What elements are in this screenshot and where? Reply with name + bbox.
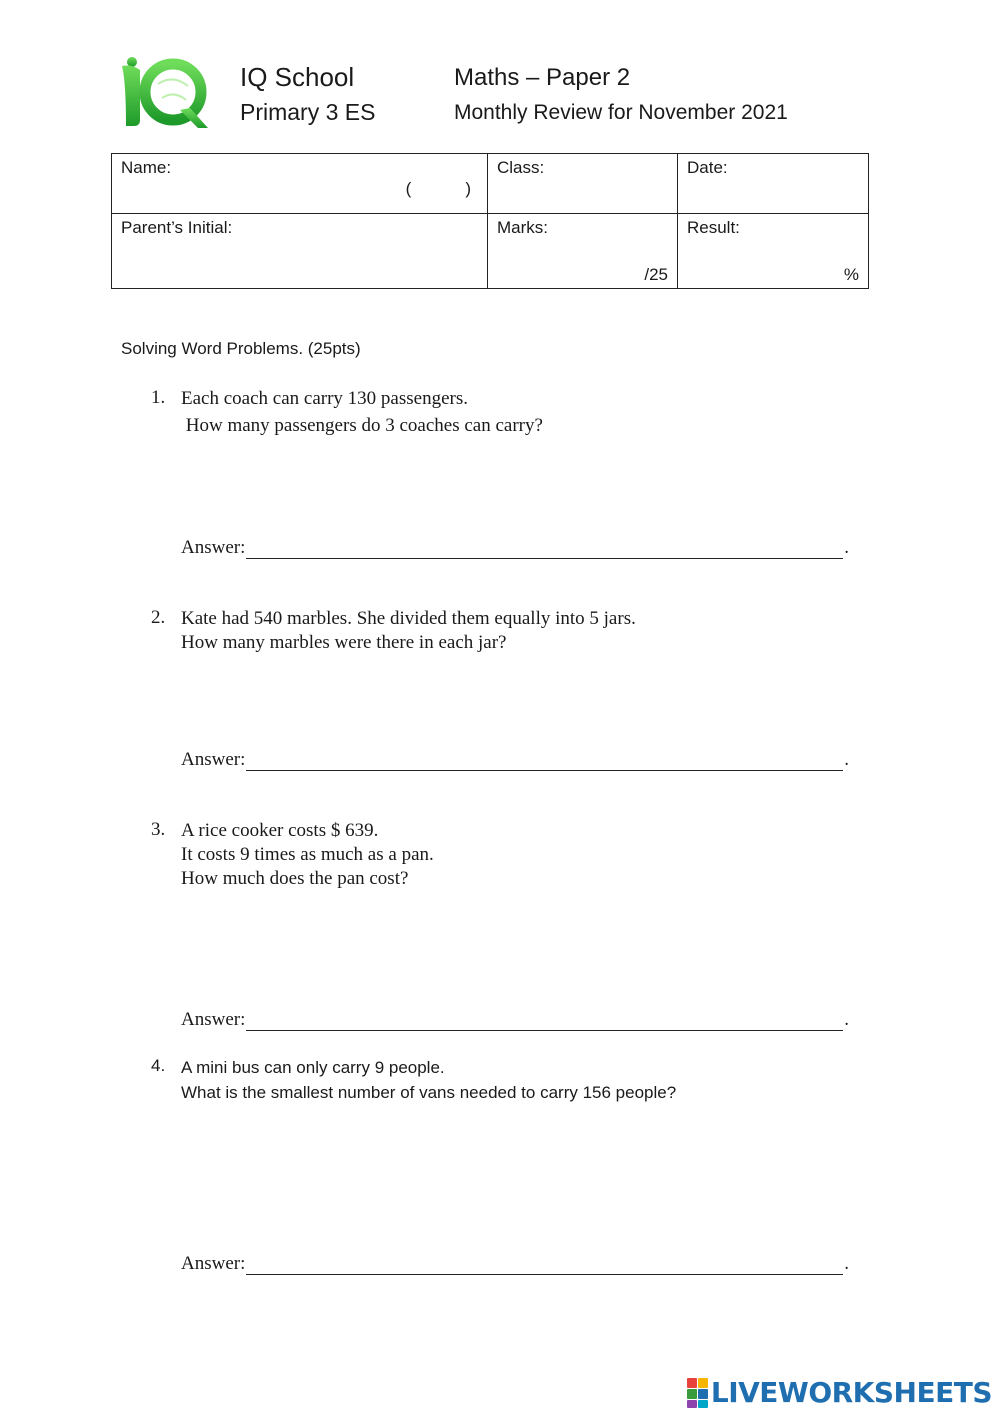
question-line: Kate had 540 marbles. She divided them equally into 5 jars. (181, 608, 636, 629)
answer-label: Answer: (181, 1009, 246, 1030)
parent-initial-cell[interactable] (112, 214, 488, 289)
answer-blank[interactable] (246, 542, 843, 559)
question-line: How many marbles were there in each jar? (181, 632, 507, 653)
answer-line-3[interactable]: Answer: . (181, 1009, 849, 1030)
paper-subtitle: Monthly Review for November 2021 (454, 101, 788, 124)
class-number-parens: ( ) (405, 179, 471, 198)
answer-line-2[interactable]: Answer: . (181, 749, 849, 770)
school-class: Primary 3 ES (240, 99, 376, 125)
parent-initial-label: Parent’s Initial: (121, 218, 233, 237)
question-number: 2. (151, 607, 166, 628)
class-cell[interactable] (488, 154, 678, 214)
question-line: A mini bus can only carry 9 people. (181, 1058, 445, 1077)
question-number: 4. (151, 1056, 166, 1075)
question-line: A rice cooker costs $ 639. (181, 820, 379, 841)
question-line: How much does the pan cost? (181, 868, 409, 889)
paper-title: Maths – Paper 2 (454, 64, 631, 91)
answer-label: Answer: (181, 1253, 246, 1274)
marks-label: Marks: (497, 218, 548, 237)
answer-line-4[interactable]: Answer: . (181, 1253, 849, 1274)
liveworksheets-logo-icon (687, 1378, 708, 1408)
marks-suffix: /25 (644, 265, 668, 284)
school-name: IQ School (240, 62, 355, 92)
question-line: It costs 9 times as much as a pan. (181, 844, 434, 865)
section-title: Solving Word Problems. (25pts) (121, 339, 361, 358)
question-line: Each coach can carry 130 passengers. (181, 388, 468, 409)
result-label: Result: (687, 218, 740, 237)
question-line: What is the smallest number of vans needed to carry 156 people? (181, 1083, 677, 1102)
date-cell[interactable] (678, 154, 869, 214)
name-cell[interactable] (112, 154, 488, 214)
student-info-table (111, 153, 869, 289)
name-label: Name: (121, 158, 172, 177)
brand-name: LIVEWORKSHEETS (710, 1376, 992, 1409)
school-logo (118, 52, 210, 132)
answer-label: Answer: (181, 749, 246, 770)
answer-blank[interactable] (246, 754, 843, 771)
question-number: 1. (151, 387, 166, 408)
question-line: How many passengers do 3 coaches can carry? (181, 415, 543, 436)
answer-line-1[interactable]: Answer: . (181, 537, 849, 558)
answer-label: Answer: (181, 537, 246, 558)
marks-cell[interactable] (488, 214, 678, 289)
question-number: 3. (151, 819, 166, 840)
answer-blank[interactable] (246, 1014, 843, 1031)
class-label: Class: (497, 158, 545, 177)
answer-blank[interactable] (246, 1258, 843, 1275)
result-suffix: % (843, 265, 859, 284)
date-label: Date: (687, 158, 728, 177)
result-cell[interactable] (678, 214, 869, 289)
liveworksheets-brand (687, 1376, 992, 1409)
iq-logo-icon (118, 52, 210, 132)
